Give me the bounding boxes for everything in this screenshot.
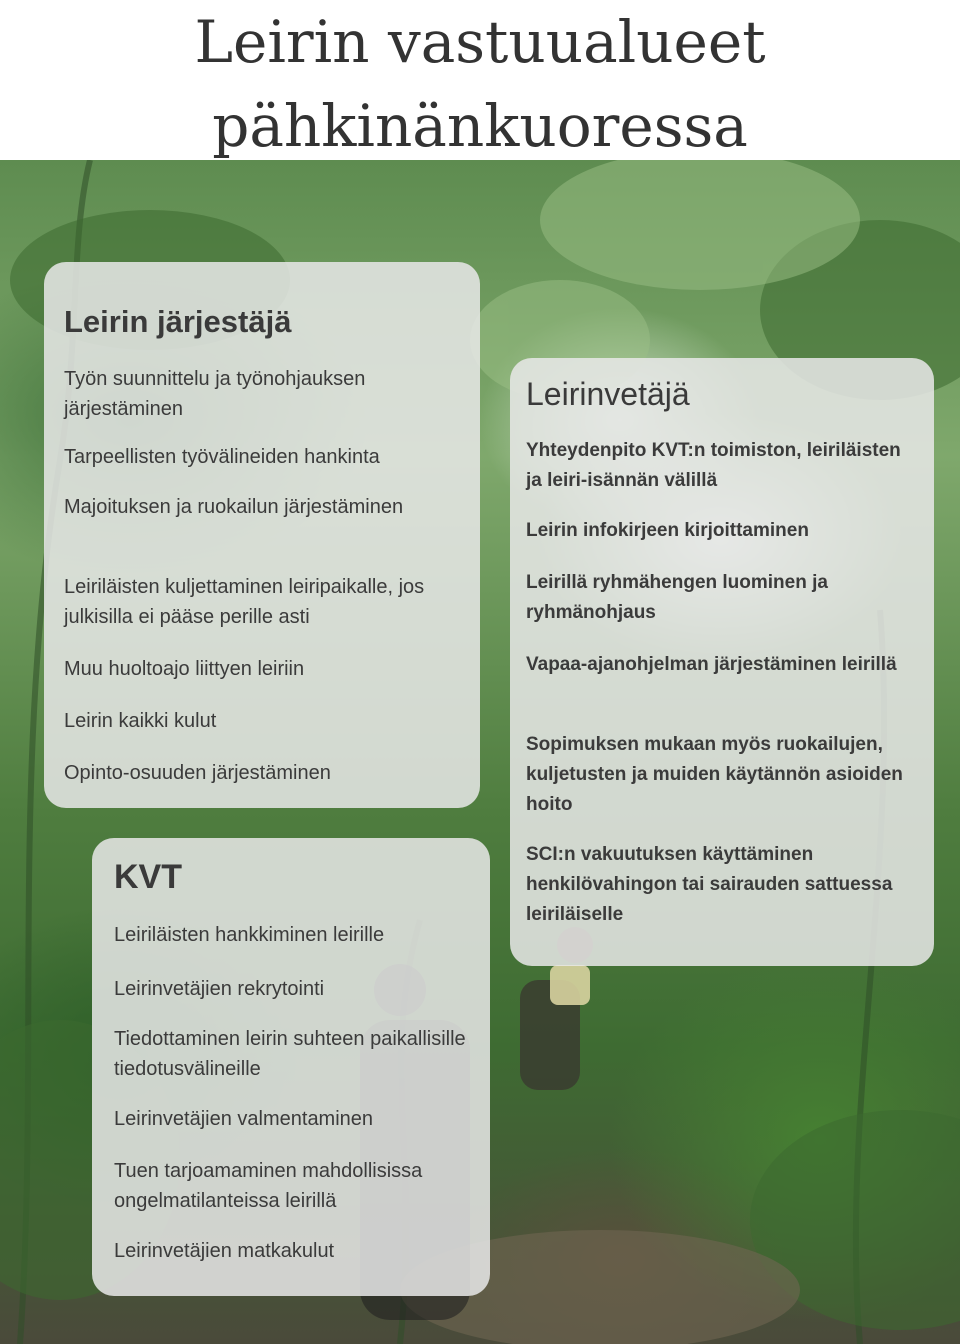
- page-title: [0, 0, 960, 168]
- organizer-card: [44, 262, 480, 808]
- leader-item: Leirillä ryhmähengen luominen ja ryhmänohjaus: [526, 572, 828, 623]
- background-photo-forest-stream: [0, 160, 960, 1344]
- leader-item: SCI:n vakuutuksen käyttäminen henkilövahingon tai sairauden sattuessa leiriläiselle: [526, 844, 893, 925]
- organizer-item: Muu huoltoajo liittyen leiriin: [64, 658, 305, 680]
- page-title-line-1: Leirin vastuualueet: [194, 8, 766, 76]
- kvt-item: Leirinvetäjien matkakulut: [114, 1240, 335, 1262]
- organizer-item: Tarpeellisten työvälineiden hankinta: [64, 446, 380, 468]
- leader-item: Leirin infokirjeen kirjoittaminen: [526, 520, 809, 541]
- leader-heading: Leirinvetäjä: [526, 376, 690, 412]
- leader-item: Vapaa-ajanohjelman järjestäminen leirillä: [526, 654, 897, 675]
- kvt-item: Tiedottaminen leirin suhteen paikallisille tiedotusvälineille: [114, 1028, 466, 1080]
- kvt-card: [92, 838, 490, 1296]
- leader-card: [510, 358, 934, 966]
- organizer-item: Leirin kaikki kulut: [64, 710, 217, 732]
- organizer-item: Opinto-osuuden järjestäminen: [64, 762, 331, 784]
- organizer-item: Leiriläisten kuljettaminen leiripaikalle, jos julkisilla ei pääse perille asti: [64, 576, 425, 628]
- leader-item: Sopimuksen mukaan myös ruokailujen, kuljetusten ja muiden käytännön asioiden hoito: [526, 734, 903, 815]
- organizer-heading: Leirin järjestäjä: [64, 304, 292, 339]
- kvt-item: Leirinvetäjien valmentaminen: [114, 1108, 374, 1130]
- organizer-item: Työn suunnittelu ja työnohjauksen järjestäminen: [64, 368, 366, 420]
- kvt-item: Leirinvetäjien rekrytointi: [114, 978, 325, 1000]
- page-title-area: [0, 0, 960, 160]
- kvt-item: Tuen tarjoamaminen mahdollisissa ongelmatilanteissa leirillä: [114, 1160, 423, 1212]
- leader-item: Yhteydenpito KVT:n toimiston, leiriläisten ja leiri-isännän välillä: [526, 440, 901, 491]
- kvt-item: Leiriläisten hankkiminen leirille: [114, 924, 385, 946]
- page-title-line-2: pähkinänkuoressa: [212, 92, 748, 160]
- kvt-heading: KVT: [114, 858, 182, 896]
- organizer-item: Majoituksen ja ruokailun järjestäminen: [64, 496, 404, 518]
